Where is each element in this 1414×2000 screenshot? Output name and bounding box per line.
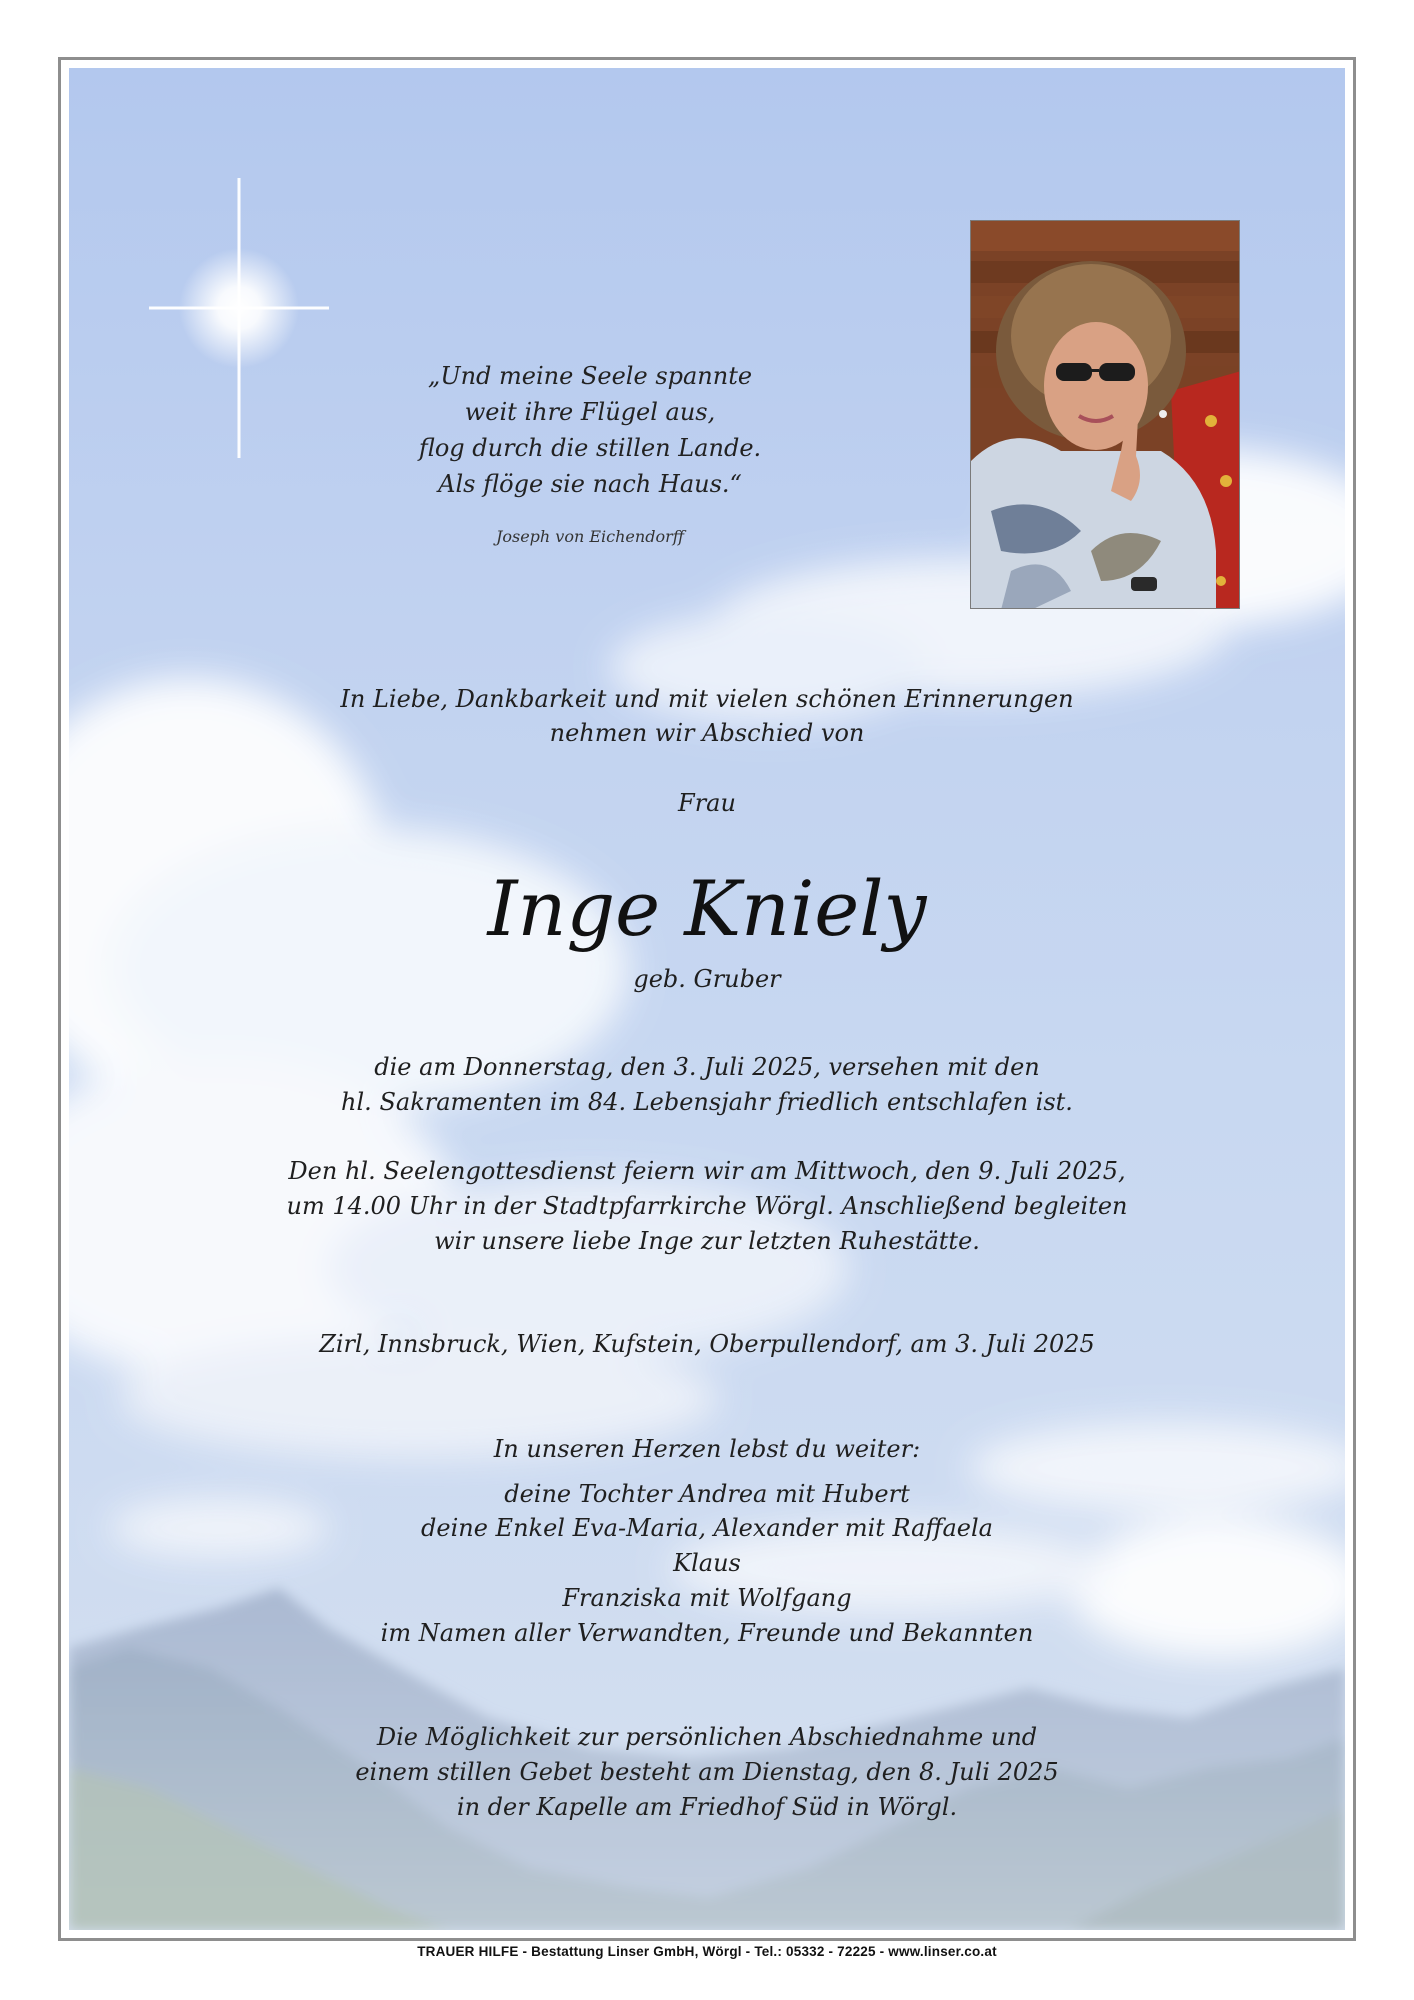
- intro-line-2: nehmen wir Abschied von: [549, 719, 865, 747]
- salutation: Frau: [678, 789, 736, 817]
- quote-line-2: weit ihre Flügel aus,: [464, 398, 716, 426]
- mourners-heading: In unseren Herzen lebst du weiter:: [493, 1435, 921, 1463]
- mourner-line: Franziska mit Wolfgang: [562, 1584, 852, 1612]
- farewell-line-3: in der Kapelle am Friedhof Süd in Wörgl.: [456, 1793, 958, 1821]
- footer-imprint: TRAUER HILFE - Bestattung Linser GmbH, Wörgl - Tel.: 05332 - 72225 - www.linser.co.at: [417, 1944, 997, 1959]
- quote-line-3: flog durch die stillen Lande.: [418, 434, 762, 462]
- mourner-line: deine Tochter Andrea mit Hubert: [504, 1480, 910, 1508]
- intro-line-1: In Liebe, Dankbarkeit und mit vielen schönen Erinnerungen: [340, 685, 1074, 713]
- farewell-line-2: einem stillen Gebet besteht am Dienstag, den 8. Juli 2025: [355, 1758, 1059, 1786]
- service-line-2: um 14.00 Uhr in der Stadtpfarrkirche Wörgl. Anschließend begleiten: [286, 1192, 1128, 1220]
- quote-author: Joseph von Eichendorff: [495, 527, 685, 546]
- service-line-1: Den hl. Seelengottesdienst feiern wir am Mittwoch, den 9. Juli 2025,: [288, 1157, 1126, 1185]
- mourner-line: Klaus: [673, 1549, 741, 1577]
- birth-name: geb. Gruber: [633, 965, 781, 993]
- farewell-line-1: Die Möglichkeit zur persönlichen Abschiednahme und: [376, 1723, 1038, 1751]
- service-line-3: wir unsere liebe Inge zur letzten Ruhestätte.: [434, 1227, 980, 1255]
- death-notice-line-1: die am Donnerstag, den 3. Juli 2025, versehen mit den: [374, 1053, 1040, 1081]
- mourner-line: im Namen aller Verwandten, Freunde und Bekannten: [380, 1619, 1034, 1647]
- death-notice-line-2: hl. Sakramenten im 84. Lebensjahr friedlich entschlafen ist.: [341, 1088, 1073, 1116]
- quote-line-1: „Und meine Seele spannte: [427, 362, 753, 390]
- place-date: Zirl, Innsbruck, Wien, Kufstein, Oberpullendorf, am 3. Juli 2025: [319, 1330, 1095, 1358]
- mourner-line: deine Enkel Eva-Maria, Alexander mit Raffaela: [421, 1514, 993, 1542]
- deceased-name: Inge Kniely: [487, 864, 927, 953]
- quote-line-4: Als flöge sie nach Haus.“: [438, 470, 742, 498]
